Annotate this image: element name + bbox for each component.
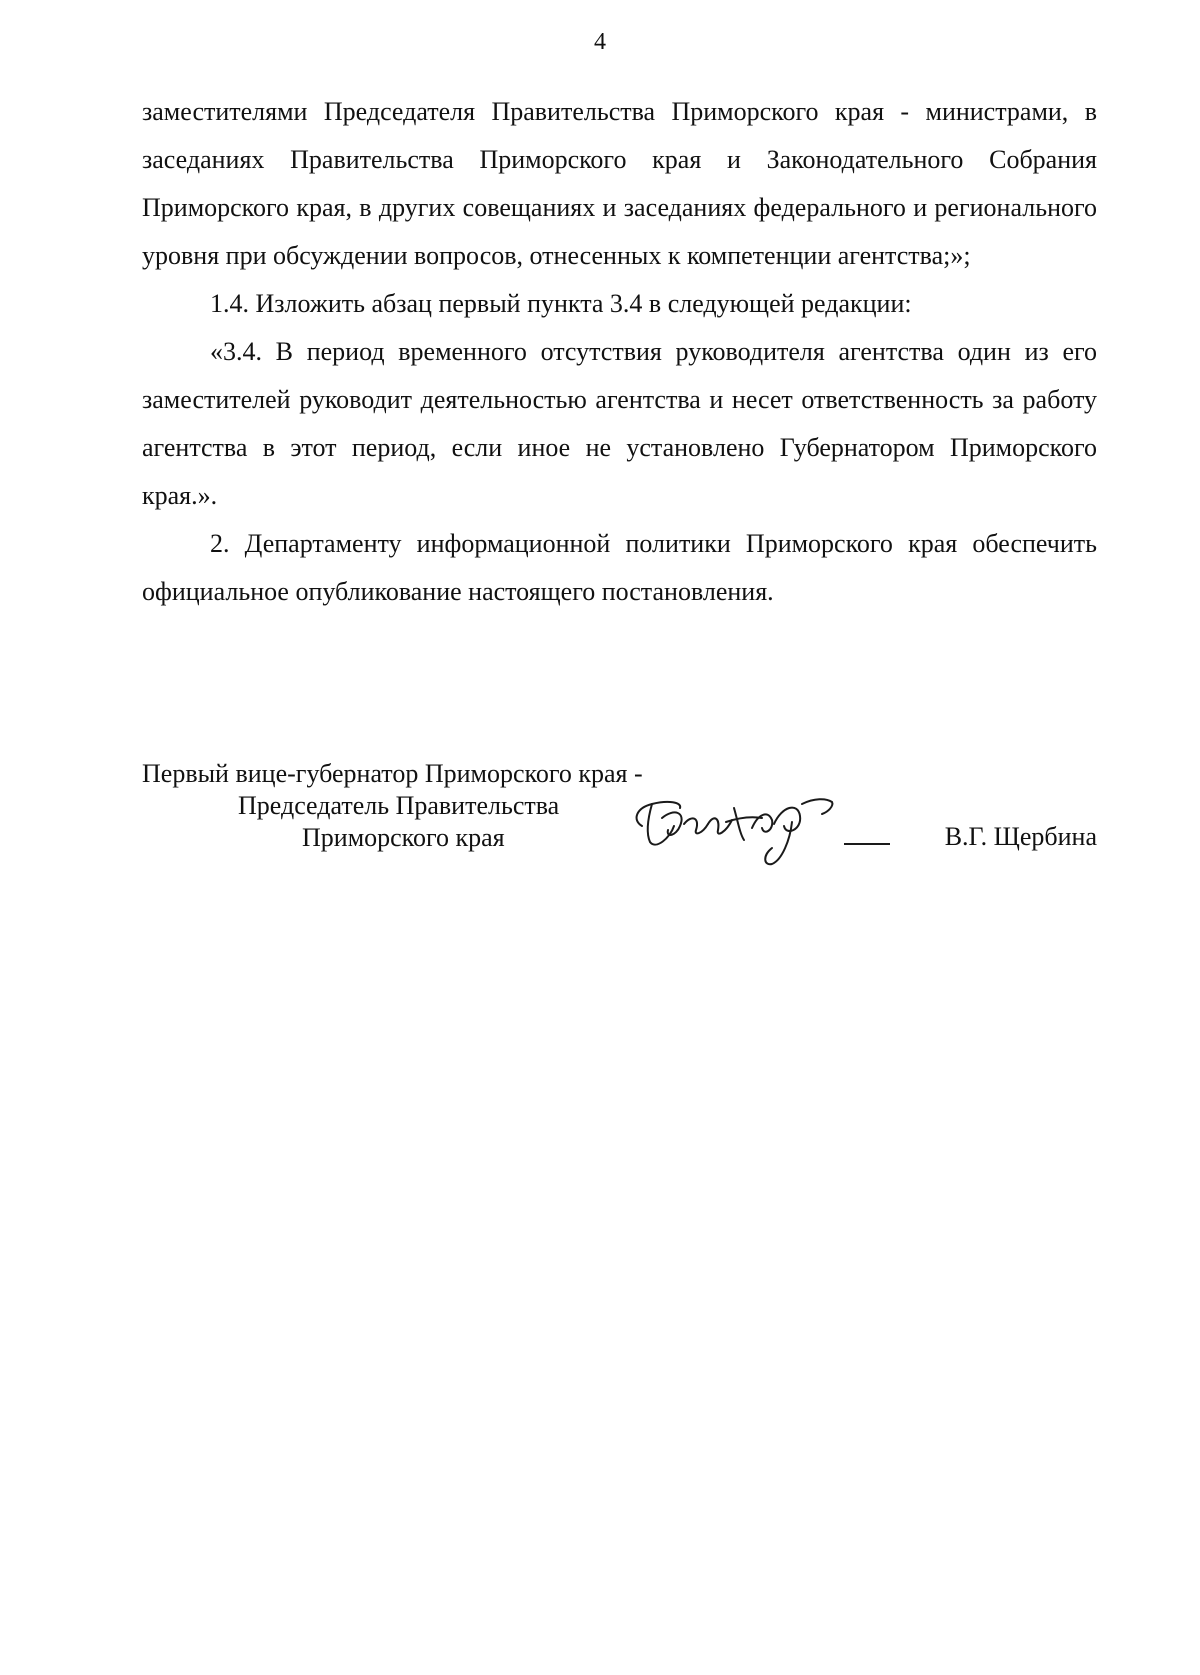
page-number: 4 (594, 29, 606, 55)
signatory-name: В.Г. Щербина (944, 822, 1097, 851)
document-body (142, 88, 1097, 616)
handwritten-signature (622, 778, 892, 878)
signatory-title-line-1: Первый вице-губернатор Приморского края - (142, 759, 643, 788)
signatory-title-line-3: Приморского края (302, 823, 505, 852)
paragraph-item-2: 2. Департаменту информационной политики Приморского края обеспечить официальное опубликование настоящего постановления. (142, 529, 1097, 606)
signature-block (142, 758, 1097, 898)
paragraph-item-1-4: 1.4. Изложить абзац первый пункта 3.4 в следующей редакции: (210, 289, 912, 318)
signatory-title-line-2: Председатель Правительства (238, 791, 560, 820)
paragraph-item-3-4-quote: «3.4. В период временного отсутствия руководителя агентства один из его заместителей руководит деятельностью агентства и несет ответственность за работу агентства в этот период, если иное не установлено Губернатором Приморского края.». (142, 337, 1097, 510)
paragraph-continuation: заместителями Председателя Правительства Приморского края - министрами, в заседаниях Правительства Приморского края и Законодательного Собрания Приморского края, в других совещаниях и заседаниях федерального и регионального уровня при обсуждении вопросов, отнесенных к компетенции агентства;»; (142, 97, 1097, 270)
signatory-title (142, 758, 702, 854)
